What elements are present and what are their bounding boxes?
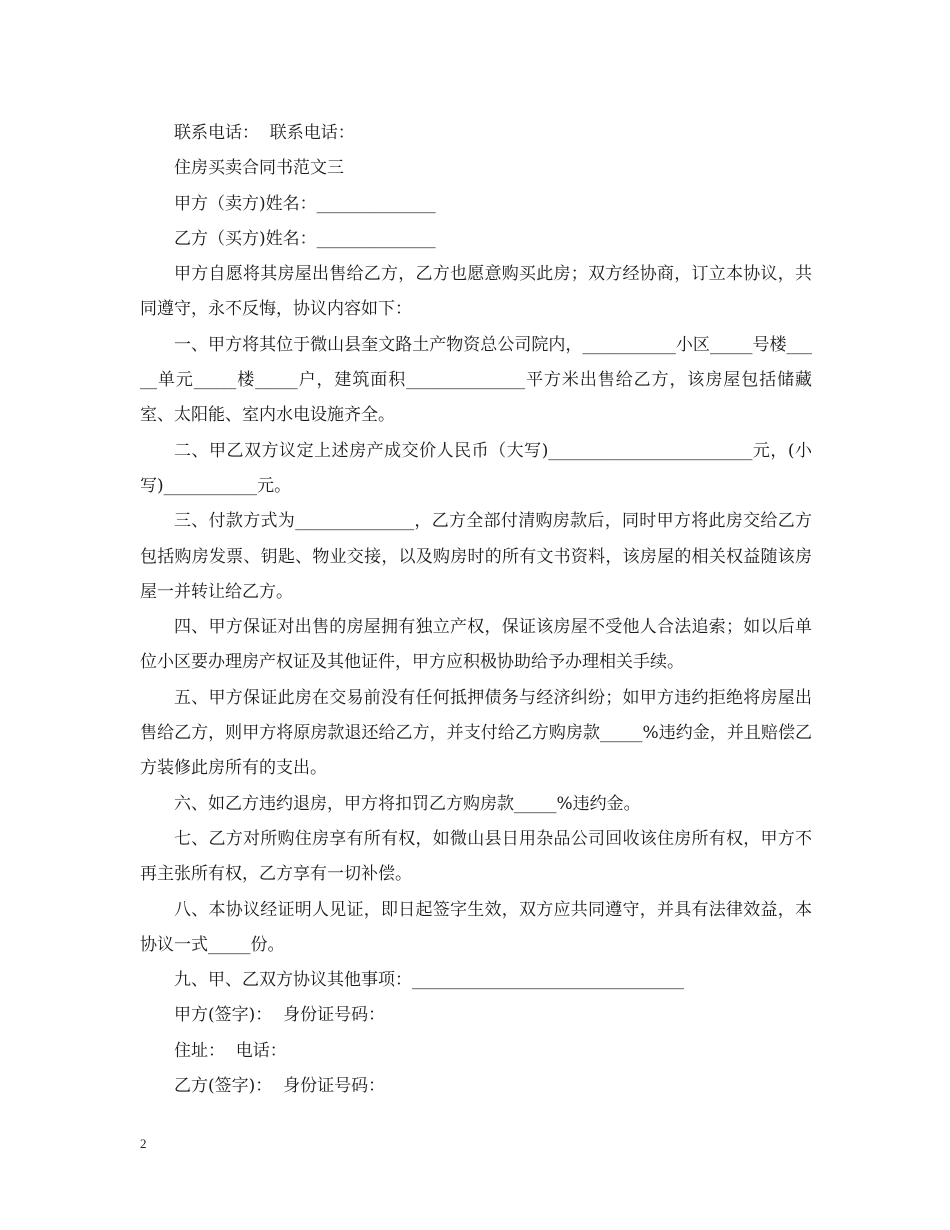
clause-6: 六、如乙方违约退房，甲方将扣罚乙方购房款_____%违约金。 <box>174 793 641 814</box>
buyer-name-line: 乙方（买方)姓名：______________ <box>174 228 436 249</box>
clause-1: 一、甲方将其位于微山县奎文路土产物资总公司院内，___________小区_____号楼_____单元_____楼_____户，建筑面积______________平方米出售给乙方，该房屋包括储藏室、太阳能、室内水电设施齐全。 <box>140 334 812 426</box>
clause-8: 八、本协议经证明人见证，即日起签字生效，双方应共同遵守，并具有法律效益，本协议一式_____份。 <box>140 899 812 955</box>
address-phone-line: 住址： 电话： <box>174 1040 287 1061</box>
clause-3: 三、付款方式为______________，乙方全部付清购房款后，同时甲方将此房交给乙方包括购房发票、钥匙、物业交接，以及购房时的所有文书资料，该房屋的相关权益随该房屋一并转让给乙方。 <box>140 511 812 602</box>
seller-name-line: 甲方（卖方)姓名：______________ <box>174 193 436 214</box>
clause-2: 二、甲乙双方议定上述房产成交价人民币（大写)________________________元，(小写)___________元。 <box>140 440 812 496</box>
intro-paragraph: 甲方自愿将其房屋出售给乙方，乙方也愿意购买此房；双方经协商，订立本协议，共同遵守，永不反悔，协议内容如下： <box>140 264 812 320</box>
clause-5: 五、甲方保证此房在交易前没有任何抵押债务与经济纠纷；如甲方违约拒绝将房屋出售给乙方，则甲方将原房款退还给乙方，并支付给乙方购房款_____%违约金，并且赔偿乙方装修此房所有的支出。 <box>140 687 812 779</box>
page-number: 2 <box>140 1136 147 1151</box>
seller-signature-line: 甲方(签字)： 身份证号码： <box>174 1005 386 1026</box>
clause-9: 九、甲、乙双方协议其他事项：________________________________ <box>174 970 684 991</box>
buyer-signature-line: 乙方(签字)： 身份证号码： <box>174 1076 386 1097</box>
clause-4: 四、甲方保证对出售的房屋拥有独立产权，保证该房屋不受他人合法追索；如以后单位小区要办理房产权证及其他证件，甲方应积极协助给予办理相关手续。 <box>140 617 812 673</box>
contact-phone-line: 联系电话： 联系电话： <box>174 123 355 143</box>
document-body <box>140 116 812 1104</box>
clause-7: 七、乙方对所购住房享有所有权，如微山县日用杂品公司回收该住房所有权，甲方不再主张所有权，乙方享有一切补偿。 <box>140 828 812 885</box>
document-title: 住房买卖合同书范文三 <box>174 158 344 179</box>
